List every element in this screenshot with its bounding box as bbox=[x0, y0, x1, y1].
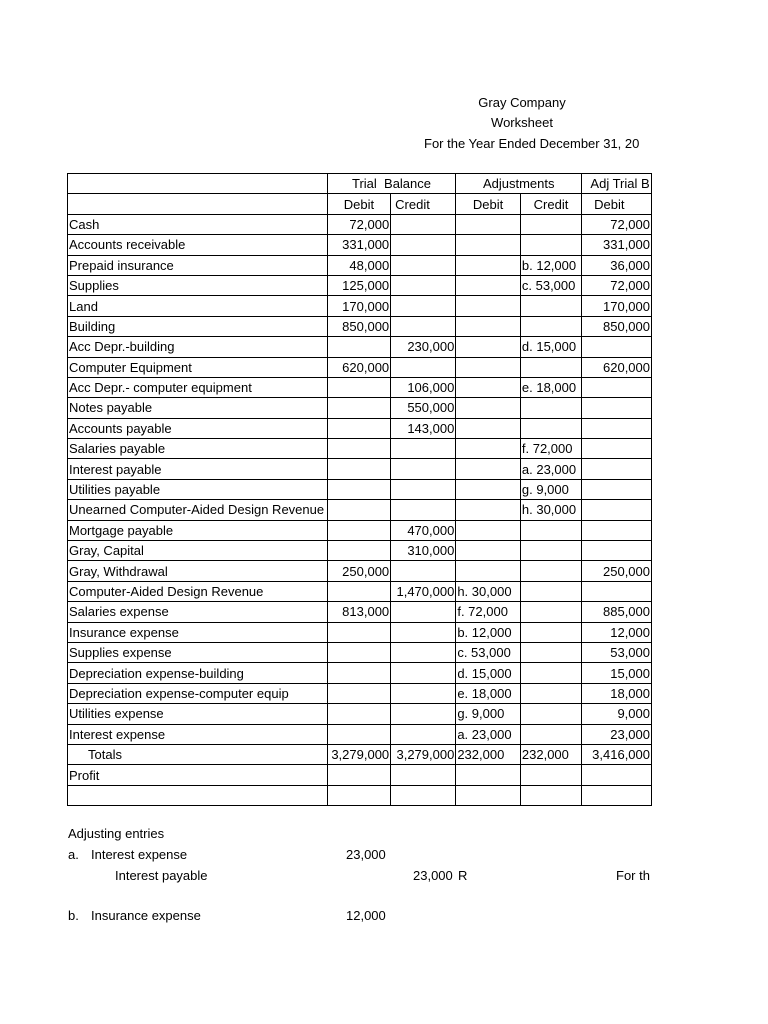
trial-credit-cell bbox=[391, 704, 456, 724]
adj-debit-cell bbox=[456, 439, 521, 459]
trial-debit-cell: 48,000 bbox=[327, 255, 390, 275]
document-title: Worksheet bbox=[491, 115, 553, 130]
account-name-cell: Mortgage payable bbox=[68, 520, 328, 540]
account-row bbox=[68, 316, 652, 336]
trial-credit-cell: 1,470,000 bbox=[391, 581, 456, 601]
adj-debit-cell: d. 15,000 bbox=[456, 663, 521, 683]
trial-debit-cell: 850,000 bbox=[327, 316, 390, 336]
adj-trial-debit-cell: 885,000 bbox=[582, 602, 652, 622]
profit-empty-cell bbox=[582, 765, 652, 785]
adj-credit-cell bbox=[520, 724, 581, 744]
adj-trial-debit-cell bbox=[582, 581, 652, 601]
account-name-cell: Building bbox=[68, 316, 328, 336]
adj-debit-cell bbox=[456, 275, 521, 295]
adj-credit-cell bbox=[520, 704, 581, 724]
blank-cell bbox=[582, 785, 652, 805]
account-row bbox=[68, 479, 652, 499]
adj-credit-cell bbox=[520, 418, 581, 438]
adj-credit-header: Credit bbox=[520, 194, 581, 214]
adj-credit-cell bbox=[520, 541, 581, 561]
entry-a-debit-account: Interest expense bbox=[91, 847, 188, 862]
account-row bbox=[68, 622, 652, 642]
blank-cell bbox=[391, 785, 456, 805]
account-row bbox=[68, 663, 652, 683]
trial-credit-cell bbox=[391, 500, 456, 520]
trial-credit-cell bbox=[391, 602, 456, 622]
trial-debit-cell: 125,000 bbox=[327, 275, 390, 295]
profit-row bbox=[68, 765, 652, 785]
adj-debit-cell bbox=[456, 398, 521, 418]
account-name-cell: Depreciation expense-building bbox=[68, 663, 328, 683]
account-row bbox=[68, 541, 652, 561]
adj-credit-cell: g. 9,000 bbox=[520, 479, 581, 499]
trial-debit-cell bbox=[327, 337, 390, 357]
adj-debit-cell: b. 12,000 bbox=[456, 622, 521, 642]
trial-debit-cell: 3,279,000 bbox=[327, 744, 390, 764]
trial-debit-cell: 620,000 bbox=[327, 357, 390, 377]
adj-debit-cell bbox=[456, 459, 521, 479]
adj-credit-cell: b. 12,000 bbox=[520, 255, 581, 275]
trial-debit-cell: 331,000 bbox=[327, 235, 390, 255]
adj-trial-debit-cell: 170,000 bbox=[582, 296, 652, 316]
account-row bbox=[68, 724, 652, 744]
account-row bbox=[68, 296, 652, 316]
account-row bbox=[68, 275, 652, 295]
trial-debit-cell bbox=[327, 622, 390, 642]
trial-debit-cell bbox=[327, 581, 390, 601]
account-name-cell: Computer Equipment bbox=[68, 357, 328, 377]
adjustments-header: Adjustments bbox=[456, 174, 582, 194]
account-name-cell: Depreciation expense-computer equip bbox=[68, 683, 328, 703]
company-name: Gray Company bbox=[478, 95, 566, 110]
entry-b-debit-amount: 12,000 bbox=[346, 908, 386, 923]
adj-debit-cell bbox=[456, 214, 521, 234]
adj-credit-cell bbox=[520, 622, 581, 642]
account-name-cell: Acc Depr.- computer equipment bbox=[68, 377, 328, 397]
adj-trial-debit-cell: 72,000 bbox=[582, 214, 652, 234]
adj-debit-cell: h. 30,000 bbox=[456, 581, 521, 601]
adj-debit-cell bbox=[456, 377, 521, 397]
account-row bbox=[68, 561, 652, 581]
adj-trial-debit-cell bbox=[582, 520, 652, 540]
adj-trial-debit-cell: 23,000 bbox=[582, 724, 652, 744]
entry-b-debit-account: Insurance expense bbox=[91, 908, 201, 923]
trial-credit-cell bbox=[391, 214, 456, 234]
adj-debit-header: Debit bbox=[456, 194, 521, 214]
adj-debit-cell: f. 72,000 bbox=[456, 602, 521, 622]
adj-debit-cell bbox=[456, 235, 521, 255]
trial-debit-cell bbox=[327, 418, 390, 438]
adj-credit-cell: f. 72,000 bbox=[520, 439, 581, 459]
adj-trial-debit-cell: 620,000 bbox=[582, 357, 652, 377]
blank-header-cell bbox=[68, 174, 328, 194]
trial-credit-cell: 470,000 bbox=[391, 520, 456, 540]
adj-trial-debit-cell: 9,000 bbox=[582, 704, 652, 724]
trial-debit-cell: 170,000 bbox=[327, 296, 390, 316]
account-name-cell: Land bbox=[68, 296, 328, 316]
account-name-cell: Supplies expense bbox=[68, 642, 328, 662]
trial-debit-cell bbox=[327, 439, 390, 459]
trial-credit-cell: 310,000 bbox=[391, 541, 456, 561]
trial-debit-cell: 813,000 bbox=[327, 602, 390, 622]
totals-row bbox=[68, 744, 652, 764]
account-name-cell: Interest expense bbox=[68, 724, 328, 744]
adj-debit-cell bbox=[456, 520, 521, 540]
worksheet-table bbox=[67, 173, 652, 806]
trial-debit-cell bbox=[327, 642, 390, 662]
account-name-cell: Accounts receivable bbox=[68, 235, 328, 255]
adj-trial-debit-cell: 850,000 bbox=[582, 316, 652, 336]
adj-trial-debit-cell: 3,416,000 bbox=[582, 744, 652, 764]
account-row bbox=[68, 357, 652, 377]
entry-a-credit-amount: 23,000 bbox=[413, 868, 453, 883]
account-name-cell: Gray, Withdrawal bbox=[68, 561, 328, 581]
profit-label: Profit bbox=[68, 765, 328, 785]
trial-credit-cell bbox=[391, 235, 456, 255]
adj-trial-debit-cell bbox=[582, 541, 652, 561]
adj-trial-debit-cell: 72,000 bbox=[582, 275, 652, 295]
right-fragment: For th bbox=[616, 868, 650, 883]
adj-credit-cell bbox=[520, 235, 581, 255]
period-line: For the Year Ended December 31, 20 bbox=[424, 136, 640, 151]
trial-debit-cell bbox=[327, 479, 390, 499]
account-name-cell: Gray, Capital bbox=[68, 541, 328, 561]
blank-cell bbox=[456, 785, 521, 805]
adj-trial-debit-cell bbox=[582, 439, 652, 459]
account-row bbox=[68, 704, 652, 724]
account-row bbox=[68, 377, 652, 397]
adj-trial-debit-cell bbox=[582, 479, 652, 499]
account-row bbox=[68, 642, 652, 662]
adj-debit-cell bbox=[456, 316, 521, 336]
account-name-cell: Insurance expense bbox=[68, 622, 328, 642]
adj-credit-cell: h. 30,000 bbox=[520, 500, 581, 520]
trial-credit-cell: 143,000 bbox=[391, 418, 456, 438]
adj-credit-cell bbox=[520, 296, 581, 316]
account-row bbox=[68, 683, 652, 703]
trial-debit-cell bbox=[327, 683, 390, 703]
tb-credit-header: Credit bbox=[391, 194, 456, 214]
account-name-cell: Salaries expense bbox=[68, 602, 328, 622]
blank-cell bbox=[68, 785, 328, 805]
account-name-cell: Utilities payable bbox=[68, 479, 328, 499]
account-row bbox=[68, 439, 652, 459]
adj-trial-debit-cell bbox=[582, 337, 652, 357]
account-name-cell: Unearned Computer-Aided Design Revenue bbox=[68, 500, 328, 520]
trial-credit-cell bbox=[391, 561, 456, 581]
account-row bbox=[68, 255, 652, 275]
adj-trial-debit-cell: 12,000 bbox=[582, 622, 652, 642]
adj-debit-cell bbox=[456, 296, 521, 316]
trial-credit-cell bbox=[391, 622, 456, 642]
adj-trial-debit-cell: 250,000 bbox=[582, 561, 652, 581]
subheader-row bbox=[68, 194, 652, 214]
adj-credit-cell: d. 15,000 bbox=[520, 337, 581, 357]
profit-empty-cell bbox=[391, 765, 456, 785]
adj-credit-cell bbox=[520, 561, 581, 581]
trial-debit-cell: 72,000 bbox=[327, 214, 390, 234]
entry-b-letter: b. bbox=[68, 908, 79, 923]
account-row bbox=[68, 520, 652, 540]
entry-a-credit-account: Interest payable bbox=[115, 868, 208, 883]
trial-balance-header: Trial Balance bbox=[327, 174, 456, 194]
adj-trial-debit-cell bbox=[582, 418, 652, 438]
trial-debit-cell bbox=[327, 500, 390, 520]
trial-credit-cell bbox=[391, 296, 456, 316]
trial-debit-cell bbox=[327, 724, 390, 744]
trial-credit-cell bbox=[391, 459, 456, 479]
adj-credit-cell bbox=[520, 398, 581, 418]
trial-credit-cell: 106,000 bbox=[391, 377, 456, 397]
adj-credit-cell bbox=[520, 214, 581, 234]
trial-credit-cell bbox=[391, 316, 456, 336]
account-row bbox=[68, 337, 652, 357]
account-name-cell: Interest payable bbox=[68, 459, 328, 479]
trial-debit-cell: 250,000 bbox=[327, 561, 390, 581]
account-row bbox=[68, 214, 652, 234]
account-row bbox=[68, 418, 652, 438]
adj-credit-cell bbox=[520, 663, 581, 683]
trial-debit-cell bbox=[327, 398, 390, 418]
adj-trial-debit-cell: 53,000 bbox=[582, 642, 652, 662]
trial-credit-cell bbox=[391, 724, 456, 744]
adj-credit-cell bbox=[520, 357, 581, 377]
trial-debit-cell bbox=[327, 459, 390, 479]
profit-empty-cell bbox=[520, 765, 581, 785]
trial-credit-cell bbox=[391, 439, 456, 459]
account-row bbox=[68, 581, 652, 601]
adj-credit-cell bbox=[520, 642, 581, 662]
trial-credit-cell bbox=[391, 255, 456, 275]
profit-empty-cell bbox=[327, 765, 390, 785]
adj-credit-cell bbox=[520, 581, 581, 601]
trial-debit-cell bbox=[327, 663, 390, 683]
account-name-cell: Accounts payable bbox=[68, 418, 328, 438]
adj-credit-cell: c. 53,000 bbox=[520, 275, 581, 295]
blank-cell bbox=[520, 785, 581, 805]
tb-debit-header: Debit bbox=[327, 194, 390, 214]
trial-credit-cell: 3,279,000 bbox=[391, 744, 456, 764]
account-name-cell: Salaries payable bbox=[68, 439, 328, 459]
adj-credit-cell: e. 18,000 bbox=[520, 377, 581, 397]
adj-trial-debit-cell bbox=[582, 459, 652, 479]
adj-trial-debit-cell bbox=[582, 500, 652, 520]
entries-heading: Adjusting entries bbox=[68, 826, 165, 841]
account-name-cell: Totals bbox=[68, 744, 328, 764]
adj-trial-debit-cell: 36,000 bbox=[582, 255, 652, 275]
trial-credit-cell bbox=[391, 642, 456, 662]
adj-debit-cell: e. 18,000 bbox=[456, 683, 521, 703]
account-name-cell: Computer-Aided Design Revenue bbox=[68, 581, 328, 601]
adj-trial-debit-cell bbox=[582, 398, 652, 418]
trial-credit-cell bbox=[391, 683, 456, 703]
adj-debit-cell bbox=[456, 541, 521, 561]
trial-credit-cell bbox=[391, 479, 456, 499]
account-name-cell: Supplies bbox=[68, 275, 328, 295]
adj-credit-cell: a. 23,000 bbox=[520, 459, 581, 479]
profit-empty-cell bbox=[456, 765, 521, 785]
blank-cell bbox=[327, 785, 390, 805]
trial-credit-cell bbox=[391, 275, 456, 295]
trial-credit-cell bbox=[391, 357, 456, 377]
account-name-cell: Prepaid insurance bbox=[68, 255, 328, 275]
adj-trial-debit-cell: 15,000 bbox=[582, 663, 652, 683]
adj-trial-header: Adj Trial B bbox=[582, 174, 652, 194]
blank-row bbox=[68, 785, 652, 805]
adj-trial-debit-cell bbox=[582, 377, 652, 397]
adj-credit-cell bbox=[520, 602, 581, 622]
adj-debit-cell: c. 53,000 bbox=[456, 642, 521, 662]
account-row bbox=[68, 459, 652, 479]
account-row bbox=[68, 398, 652, 418]
trial-debit-cell bbox=[327, 377, 390, 397]
trial-credit-cell: 230,000 bbox=[391, 337, 456, 357]
adj-credit-cell: 232,000 bbox=[520, 744, 581, 764]
adj-debit-cell bbox=[456, 561, 521, 581]
adj-debit-cell: 232,000 bbox=[456, 744, 521, 764]
account-row bbox=[68, 500, 652, 520]
trial-debit-cell bbox=[327, 704, 390, 724]
account-row bbox=[68, 235, 652, 255]
adj-debit-cell bbox=[456, 255, 521, 275]
group-header-row bbox=[68, 174, 652, 194]
trial-debit-cell bbox=[327, 520, 390, 540]
adj-debit-cell bbox=[456, 479, 521, 499]
account-name-cell: Utilities expense bbox=[68, 704, 328, 724]
adj-trial-debit-cell: 331,000 bbox=[582, 235, 652, 255]
adj-debit-cell bbox=[456, 418, 521, 438]
worksheet-body bbox=[68, 174, 652, 806]
blank-subheader-cell bbox=[68, 194, 328, 214]
trial-credit-cell: 550,000 bbox=[391, 398, 456, 418]
entry-a-credit-suffix: R bbox=[458, 868, 468, 883]
account-name-cell: Acc Depr.-building bbox=[68, 337, 328, 357]
trial-credit-cell bbox=[391, 663, 456, 683]
entry-a-letter: a. bbox=[68, 847, 79, 862]
adj-credit-cell bbox=[520, 683, 581, 703]
account-row bbox=[68, 602, 652, 622]
adj-debit-cell bbox=[456, 357, 521, 377]
atb-debit-header: Debit bbox=[582, 194, 652, 214]
trial-debit-cell bbox=[327, 541, 390, 561]
adj-debit-cell bbox=[456, 500, 521, 520]
adj-trial-debit-cell: 18,000 bbox=[582, 683, 652, 703]
adj-debit-cell: a. 23,000 bbox=[456, 724, 521, 744]
adj-debit-cell: g. 9,000 bbox=[456, 704, 521, 724]
account-name-cell: Notes payable bbox=[68, 398, 328, 418]
adj-credit-cell bbox=[520, 520, 581, 540]
account-name-cell: Cash bbox=[68, 214, 328, 234]
adj-debit-cell bbox=[456, 337, 521, 357]
adj-credit-cell bbox=[520, 316, 581, 336]
entry-a-debit-amount: 23,000 bbox=[346, 847, 386, 862]
